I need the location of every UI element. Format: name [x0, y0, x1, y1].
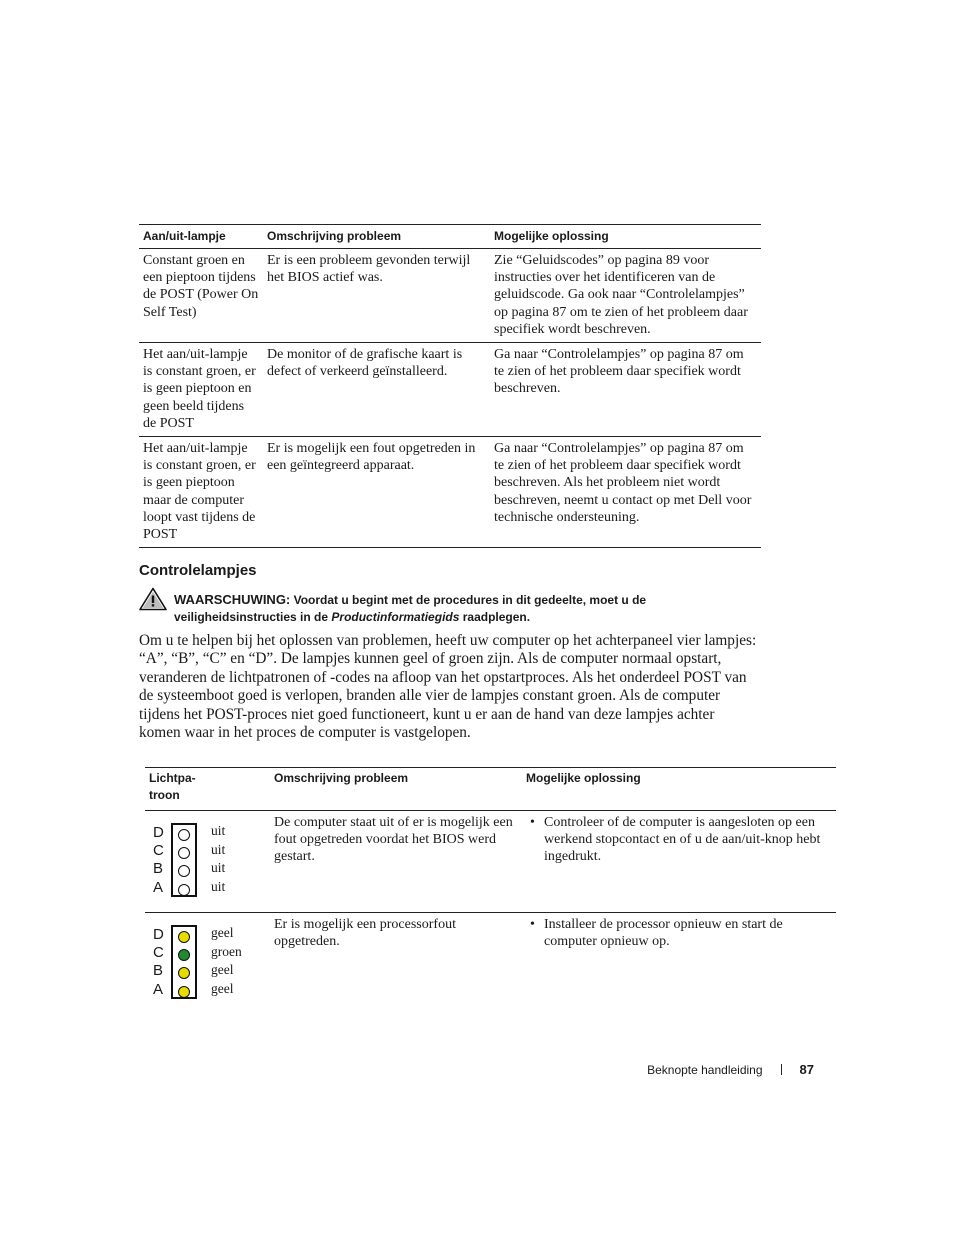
list-item: • Controleer of de computer is aangesloten op een werkend stopcontact en of u de aan/uit-knop hebt ingedrukt.: [544, 814, 832, 866]
lamp-state: uit: [211, 860, 226, 876]
column-header-pattern: Lichtpa- troon: [145, 768, 270, 811]
solution-list: [526, 916, 832, 950]
lamp-off: [178, 829, 190, 841]
lamp-green: [178, 949, 190, 961]
warning-label: WAARSCHUWING:: [174, 592, 291, 607]
cell-problem: De computer staat uit of er is mogelijk een fout opgetreden voordat het BIOS werd gestart.: [270, 811, 522, 913]
lamp-letter: B: [153, 962, 164, 980]
lamp-state: uit: [211, 841, 226, 857]
table-row: [139, 343, 761, 437]
table-row: [139, 249, 761, 343]
page-footer: [647, 1062, 814, 1077]
lamp-states: [211, 822, 271, 896]
diagnostic-lights-table: [145, 767, 836, 1012]
table-row: [145, 913, 836, 1013]
solution-list: [526, 814, 832, 866]
cell-problem: Er is mogelijk een processorfout opgetreden.: [274, 917, 456, 950]
warning-notice: [174, 591, 734, 626]
lamp-state: uit: [211, 823, 226, 838]
table-row: [145, 811, 836, 913]
list-item: • Installeer de processor opnieuw en start de computer opnieuw op.: [544, 916, 832, 950]
footer-separator: [781, 1064, 782, 1075]
column-header-solution: Mogelijke oplossing: [522, 768, 836, 811]
page-number: 87: [799, 1062, 814, 1077]
lamp-state: uit: [211, 878, 226, 894]
cell-problem: Er is mogelijk een fout opgetreden in een geïntegreerd apparaat.: [263, 437, 490, 548]
column-header-solution: Mogelijke oplossing: [490, 225, 761, 249]
lamp-letters: [153, 824, 167, 897]
lamp-letter: C: [153, 842, 164, 860]
lamp-letter: A: [153, 980, 164, 998]
warning-text: Voordat u begint met de procedures in dit gedeelte, moet u de veiligheidsinstructies in de: [174, 593, 647, 624]
lamp-letter: A: [153, 878, 164, 896]
lamp-state: geel: [211, 980, 234, 996]
cell-light-pattern: [145, 913, 270, 1013]
warning-triangle-icon: [139, 587, 167, 611]
lamp-yellow: [178, 931, 190, 943]
lamp-letter: C: [153, 944, 164, 962]
table-header-row: [139, 225, 761, 249]
power-light-table: [139, 224, 761, 548]
lamp-yellow: [178, 986, 190, 998]
lamp-letters: [153, 926, 167, 999]
lamp-letter: D: [153, 824, 164, 841]
cell-solution: Ga naar “Controlelampjes” op pagina 87 om te zien of het probleem daar specifiek wordt beschreven. Als het probleem niet wordt beschreven, neemt u contact op met Dell voor technische ondersteuning.: [490, 437, 761, 548]
lamp-off: [178, 865, 190, 877]
cell-solution: Zie “Geluidscodes” op pagina 89 voor instructies over het identificeren van de geluidscode. Ga ook naar “Controlelampjes” op pagina 87 om te zien of het probleem daar specifiek wordt beschreven.: [490, 249, 761, 343]
cell-solution: [522, 811, 836, 913]
cell-solution: [522, 913, 836, 1013]
column-header-problem: Omschrijving probleem: [263, 225, 490, 249]
table-row: [139, 437, 761, 548]
section-heading: Controlelampjes: [139, 562, 257, 579]
lamp-off: [178, 847, 190, 859]
cell-solution: Ga naar “Controlelampjes” op pagina 87 om te zien of het probleem daar specifiek wordt beschreven.: [490, 343, 761, 437]
footer-title: Beknopte handleiding: [647, 1063, 763, 1077]
cell-light-pattern: [145, 811, 270, 913]
column-header-lamp: Aan/uit-lampje: [139, 225, 263, 249]
warning-text-end: raadplegen.: [459, 610, 531, 624]
lamp-state: groen: [211, 943, 242, 959]
intro-paragraph: Om u te helpen bij het oplossen van problemen, heeft uw computer op het achterpaneel vier lampjes: “A”, “B”, “C” en “D”. De lampjes kunnen geel of groen zijn. Als de computer normaal opstart, veranderen de lichtpatronen of -codes na afloop van het opstartproces. Als het onderdeel POST van de systeemboot goed is verlopen, branden alle vier de lampjes constant groen. Als de computer tijdens het POST-proces niet goed functioneert, kunt u er aan de hand van deze lampjes achter komen waar in het proces de computer is vastgelopen.: [139, 632, 757, 742]
lamp-panel: [171, 823, 197, 897]
cell-lamp: Het aan/uit-lampje is constant groen, er is geen pieptoon en geen beeld tijdens de POST: [139, 343, 263, 437]
warning-guide-title: Productinformatiegids: [331, 610, 460, 624]
lamp-state: geel: [211, 925, 234, 940]
cell-problem: Er is een probleem gevonden terwijl het BIOS actief was.: [263, 249, 490, 343]
cell-problem: De monitor of de grafische kaart is defect of verkeerd geïnstalleerd.: [263, 343, 490, 437]
lamp-yellow: [178, 967, 190, 979]
cell-lamp: Het aan/uit-lampje is constant groen, er is geen pieptoon maar de computer loopt vast tijdens de POST: [139, 437, 263, 548]
light-pattern: [149, 814, 266, 900]
table-header-row: [145, 768, 836, 811]
lamp-letter: D: [153, 926, 164, 943]
lamp-state: geel: [211, 962, 234, 978]
light-pattern: [149, 916, 266, 1002]
column-header-problem: Omschrijving probleem: [270, 768, 522, 811]
lamp-off: [178, 884, 190, 896]
lamp-states: [211, 924, 271, 998]
cell-lamp: Constant groen en een pieptoon tijdens de POST (Power On Self Test): [139, 249, 263, 343]
lamp-letter: B: [153, 860, 164, 878]
lamp-panel: [171, 925, 197, 999]
